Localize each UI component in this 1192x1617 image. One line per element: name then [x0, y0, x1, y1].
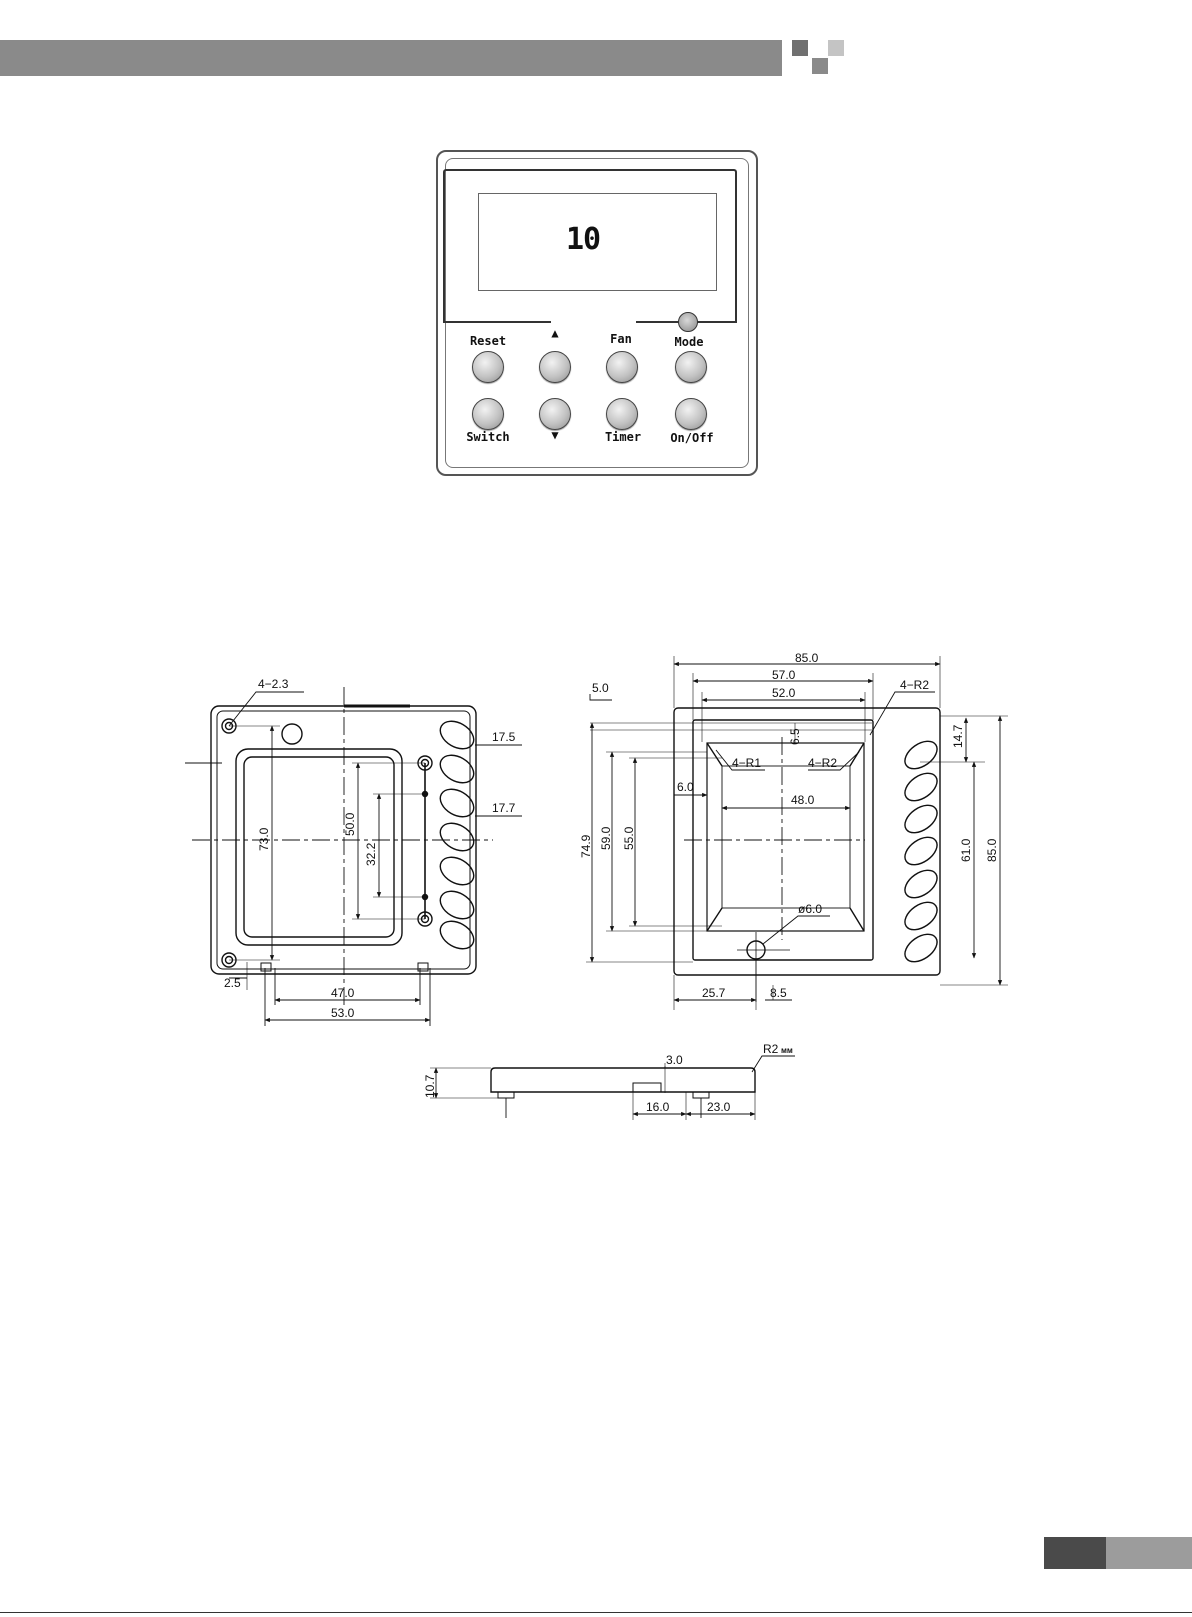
- dim-17-5: 17.5: [492, 730, 516, 744]
- dim-14-7: 14.7: [951, 724, 965, 748]
- dim-48-0: 48.0: [791, 793, 815, 807]
- dim-32-2: 32.2: [364, 842, 378, 866]
- dim-hole-diameter: ø6.0: [798, 902, 823, 916]
- dim-74-9: 74.9: [579, 834, 593, 858]
- up-label: ▲: [551, 326, 559, 340]
- back-oval-buttons: [900, 736, 942, 968]
- dim-16-0: 16.0: [646, 1100, 670, 1114]
- dim-85-0-top: 85.0: [795, 651, 819, 665]
- dim-10-7: 10.7: [423, 1074, 437, 1098]
- switch-label: Switch: [466, 430, 510, 444]
- back-outer-body: [674, 708, 940, 975]
- reset-label: Reset: [469, 334, 507, 348]
- dim-50-0: 50.0: [343, 812, 357, 836]
- fan-label: Fan: [610, 332, 632, 346]
- dim-4-r2-inner: 4−R2: [808, 756, 838, 770]
- down-label: ▼: [551, 428, 559, 442]
- side-view-labels: [423, 1042, 793, 1114]
- dim-5-0: 5.0: [592, 681, 609, 695]
- back-opening-inner: [722, 766, 850, 908]
- dim-4-r2-outer: 4−R2: [900, 678, 930, 692]
- dim-6-5: 6.5: [788, 728, 802, 745]
- dim-52-0: 52.0: [772, 686, 796, 700]
- timer-label: Timer: [604, 430, 642, 444]
- back-opening: [707, 743, 864, 931]
- dim-8-5: 8.5: [770, 986, 787, 1000]
- front-sensor-hole: [282, 724, 302, 744]
- dim-85-0-right: 85.0: [985, 838, 999, 862]
- mode-label: Mode: [674, 335, 704, 349]
- onoff-label: On/Off: [670, 431, 714, 445]
- dim-2-5: 2.5: [224, 976, 241, 990]
- side-view: [430, 1056, 795, 1120]
- dim-59-0: 59.0: [599, 826, 613, 850]
- dim-r2-unit: мм: [781, 1046, 793, 1055]
- side-body: [491, 1068, 755, 1092]
- dim-47-0: 47.0: [331, 986, 355, 1000]
- dim-17-7: 17.7: [492, 801, 516, 815]
- dim-23-0: 23.0: [707, 1100, 731, 1114]
- dim-53-0: 53.0: [331, 1006, 355, 1020]
- dim-61-0: 61.0: [959, 838, 973, 862]
- dim-73-0: 73.0: [257, 827, 271, 851]
- lcd-readout: 10: [566, 222, 601, 257]
- dim-25-7: 25.7: [702, 986, 726, 1000]
- front-oval-buttons: [435, 716, 478, 955]
- dim-3-0: 3.0: [666, 1053, 683, 1067]
- dim-r2: R2: [763, 1042, 779, 1056]
- dim-55-0: 55.0: [622, 826, 636, 850]
- dim-57-0: 57.0: [772, 668, 796, 682]
- dim-holes: 4−2.3: [258, 677, 289, 691]
- back-view: [586, 656, 1008, 1010]
- dim-4-r1: 4−R1: [732, 756, 762, 770]
- dim-6-0: 6.0: [677, 780, 694, 794]
